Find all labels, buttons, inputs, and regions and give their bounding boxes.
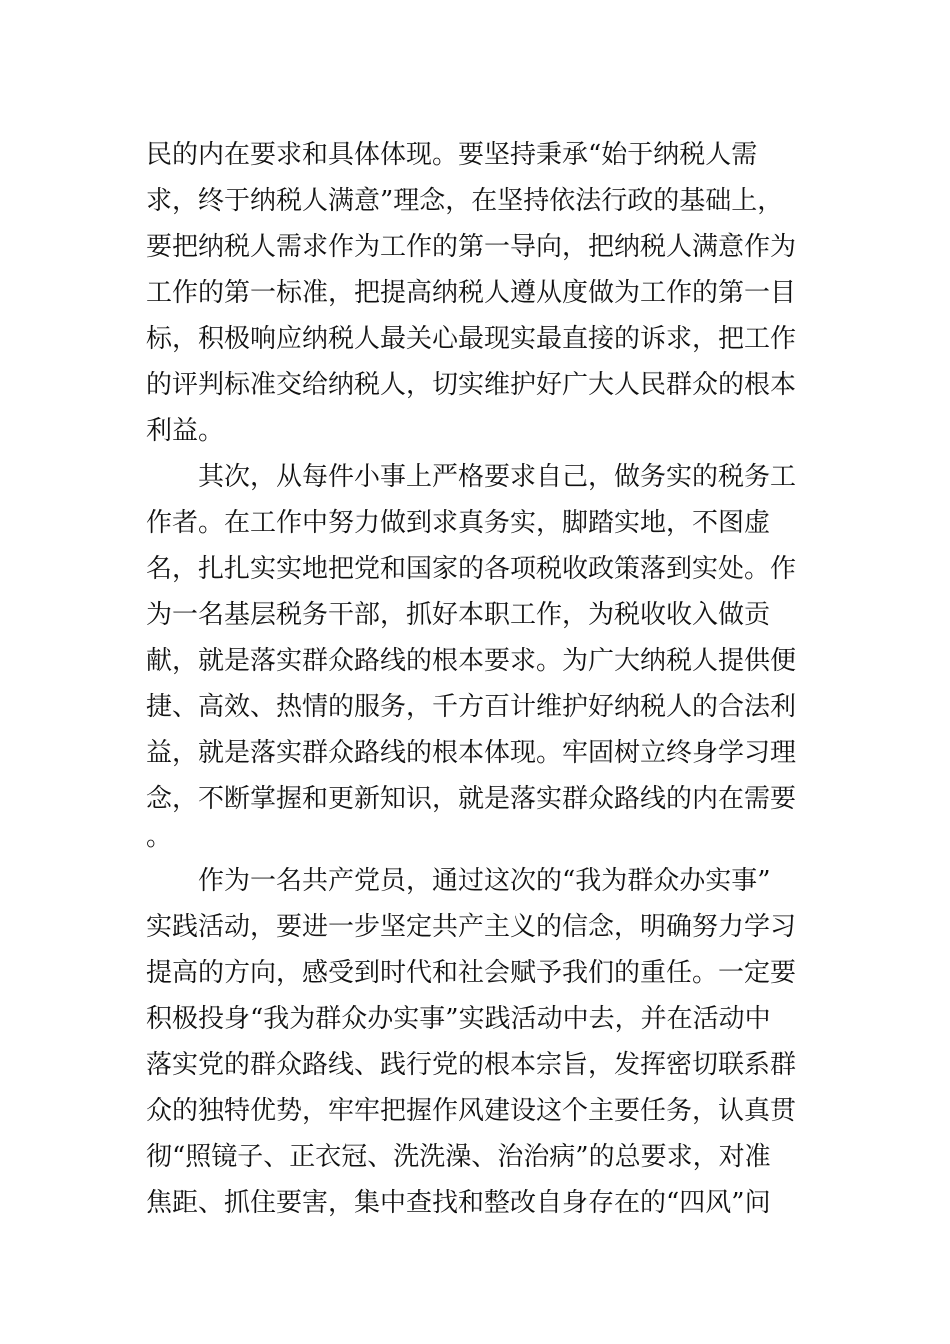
text-line: 标，积极响应纳税人最关心最现实最直接的诉求，把工作 [146, 324, 797, 354]
text-line: 作者。在工作中努力做到求真务实，脚踏实地，不图虚 [146, 508, 771, 538]
text-line: 积极投身“我为群众办实事”实践活动中去，并在活动中 [146, 1004, 771, 1034]
text-line: 落实党的群众路线、践行党的根本宗旨，发挥密切联系群 [146, 1050, 797, 1080]
text-line: 提高的方向，感受到时代和社会赋予我们的重任。一定要 [146, 958, 797, 988]
text-line: 求，终于纳税人满意”理念，在坚持依法行政的基础上， [146, 186, 784, 216]
text-line: 的评判标准交给纳税人，切实维护好广大人民群众的根本 [146, 370, 797, 400]
text-line: 实践活动，要进一步坚定共产主义的信念，明确努力学习 [146, 912, 797, 942]
text-line: 献，就是落实群众路线的根本要求。为广大纳税人提供便 [146, 646, 797, 676]
text-line: 彻“照镜子、正衣冠、洗洗澡、治治病”的总要求，对准 [146, 1142, 771, 1172]
text-line: 为一名基层税务干部，抓好本职工作，为税收收入做贡 [146, 600, 771, 630]
text-line: 念，不断掌握和更新知识，就是落实群众路线的内在需要 [146, 784, 797, 814]
text-line: 要把纳税人需求作为工作的第一导向，把纳税人满意作为 [146, 232, 797, 262]
text-line: 。 [146, 822, 173, 852]
text-line: 捷、高效、热情的服务，千方百计维护好纳税人的合法利 [146, 692, 797, 722]
text-line: 益，就是落实群众路线的根本体现。牢固树立终身学习理 [146, 738, 797, 768]
text-line: 作为一名共产党员，通过这次的“我为群众办实事” [146, 866, 771, 896]
text-line: 工作的第一标准，把提高纳税人遵从度做为工作的第一目 [146, 278, 797, 308]
text-line: 其次，从每件小事上严格要求自己，做务实的税务工 [146, 462, 797, 492]
text-line: 众的独特优势，牢牢把握作风建设这个主要任务，认真贯 [146, 1096, 797, 1126]
text-line: 焦距、抓住要害，集中查找和整改自身存在的“四风”问 [146, 1188, 771, 1218]
text-line: 民的内在要求和具体体现。要坚持秉承“始于纳税人需 [146, 140, 758, 170]
text-line: 利益。 [146, 416, 225, 446]
text-line: 名，扎扎实实地把党和国家的各项税收政策落到实处。作 [146, 554, 797, 584]
